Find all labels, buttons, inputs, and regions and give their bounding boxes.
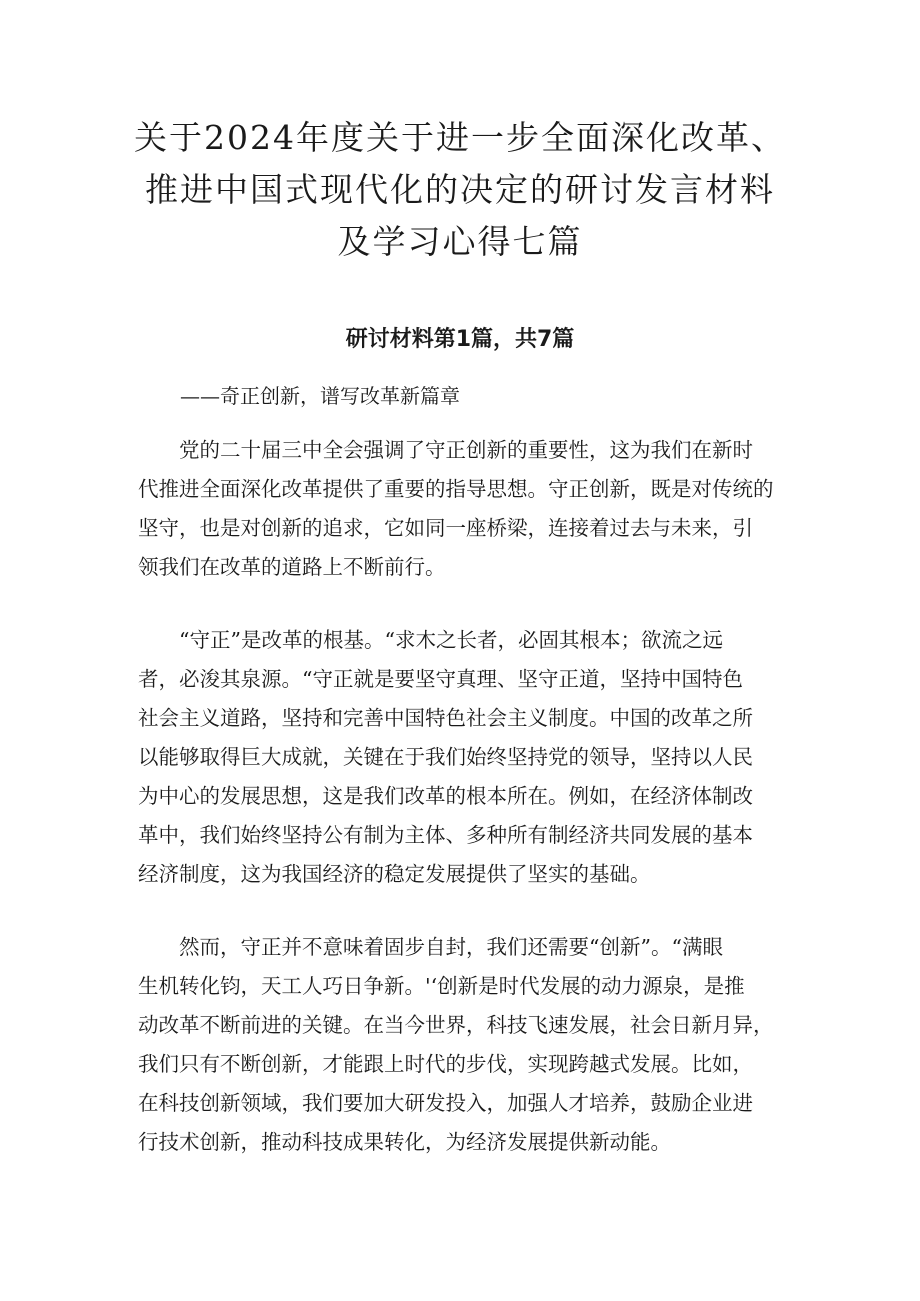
document-title xyxy=(100,112,820,268)
body-paragraph xyxy=(138,431,798,587)
text-line: 为中心的发展思想，这是我们改革的根本所在。例如，在经济体制改 xyxy=(138,784,753,808)
text-line: 革中，我们始终坚持公有制为主体、多种所有制经济共同发展的基本 xyxy=(138,823,753,847)
text-line: 坚守，也是对创新的追求，它如同一座桥梁，连接着过去与未来，引 xyxy=(138,516,753,540)
text-line: 我们只有不断创新，才能跟上时代的步伐，实现跨越式发展。比如， xyxy=(138,1052,753,1076)
text-line: 者，必浚其泉源。“守正就是要坚守真理、坚守正道，坚持中国特色 xyxy=(138,667,743,691)
text-line: 在科技创新领域，我们要加大研发投入，加强人才培养，鼓励企业进 xyxy=(138,1091,753,1115)
title-line: 推进中国式现代化的决定的研讨发言材料 xyxy=(145,170,775,209)
text-line: 然而，守正并不意味着固步自封，我们还需要“创新”。“满眼 xyxy=(138,935,723,959)
text-line: 经济制度，这为我国经济的稳定发展提供了坚实的基础。 xyxy=(138,862,651,886)
text-line: “守正”是改革的根基。“求木之长者，必固其根本；欲流之远 xyxy=(138,628,723,652)
title-line: 及学习心得七篇 xyxy=(337,222,583,261)
body-paragraph xyxy=(138,928,798,1162)
text-line: 社会主义道路，坚持和完善中国特色社会主义制度。中国的改革之所 xyxy=(138,706,753,730)
article-subtitle: ——奇正创新，谱写改革新篇章 xyxy=(180,384,460,408)
text-line: 动改革不断前进的关键。在当今世界，科技飞速发展，社会日新月异， xyxy=(138,1013,774,1037)
text-line: 行技术创新，推动科技成果转化，为经济发展提供新动能。 xyxy=(138,1130,671,1154)
text-line: 代推进全面深化改革提供了重要的指导思想。守正创新，既是对传统的 xyxy=(138,477,774,501)
text-line: 党的二十届三中全会强调了守正创新的重要性，这为我们在新时 xyxy=(138,438,753,462)
text-line: 生机转化钧，天工人巧日争新。'‘创新是时代发展的动力源泉，是推 xyxy=(138,974,745,998)
text-line: 领我们在改革的道路上不断前行。 xyxy=(138,555,446,579)
text-line: 以能够取得巨大成就，关键在于我们始终坚持党的领导，坚持以人民 xyxy=(138,745,753,769)
section-heading: 研讨材料第1篇，共7篇 xyxy=(345,327,575,352)
body-paragraph xyxy=(138,621,798,894)
title-line: 关于2024年度关于进一步全面深化改革、 xyxy=(134,118,786,157)
